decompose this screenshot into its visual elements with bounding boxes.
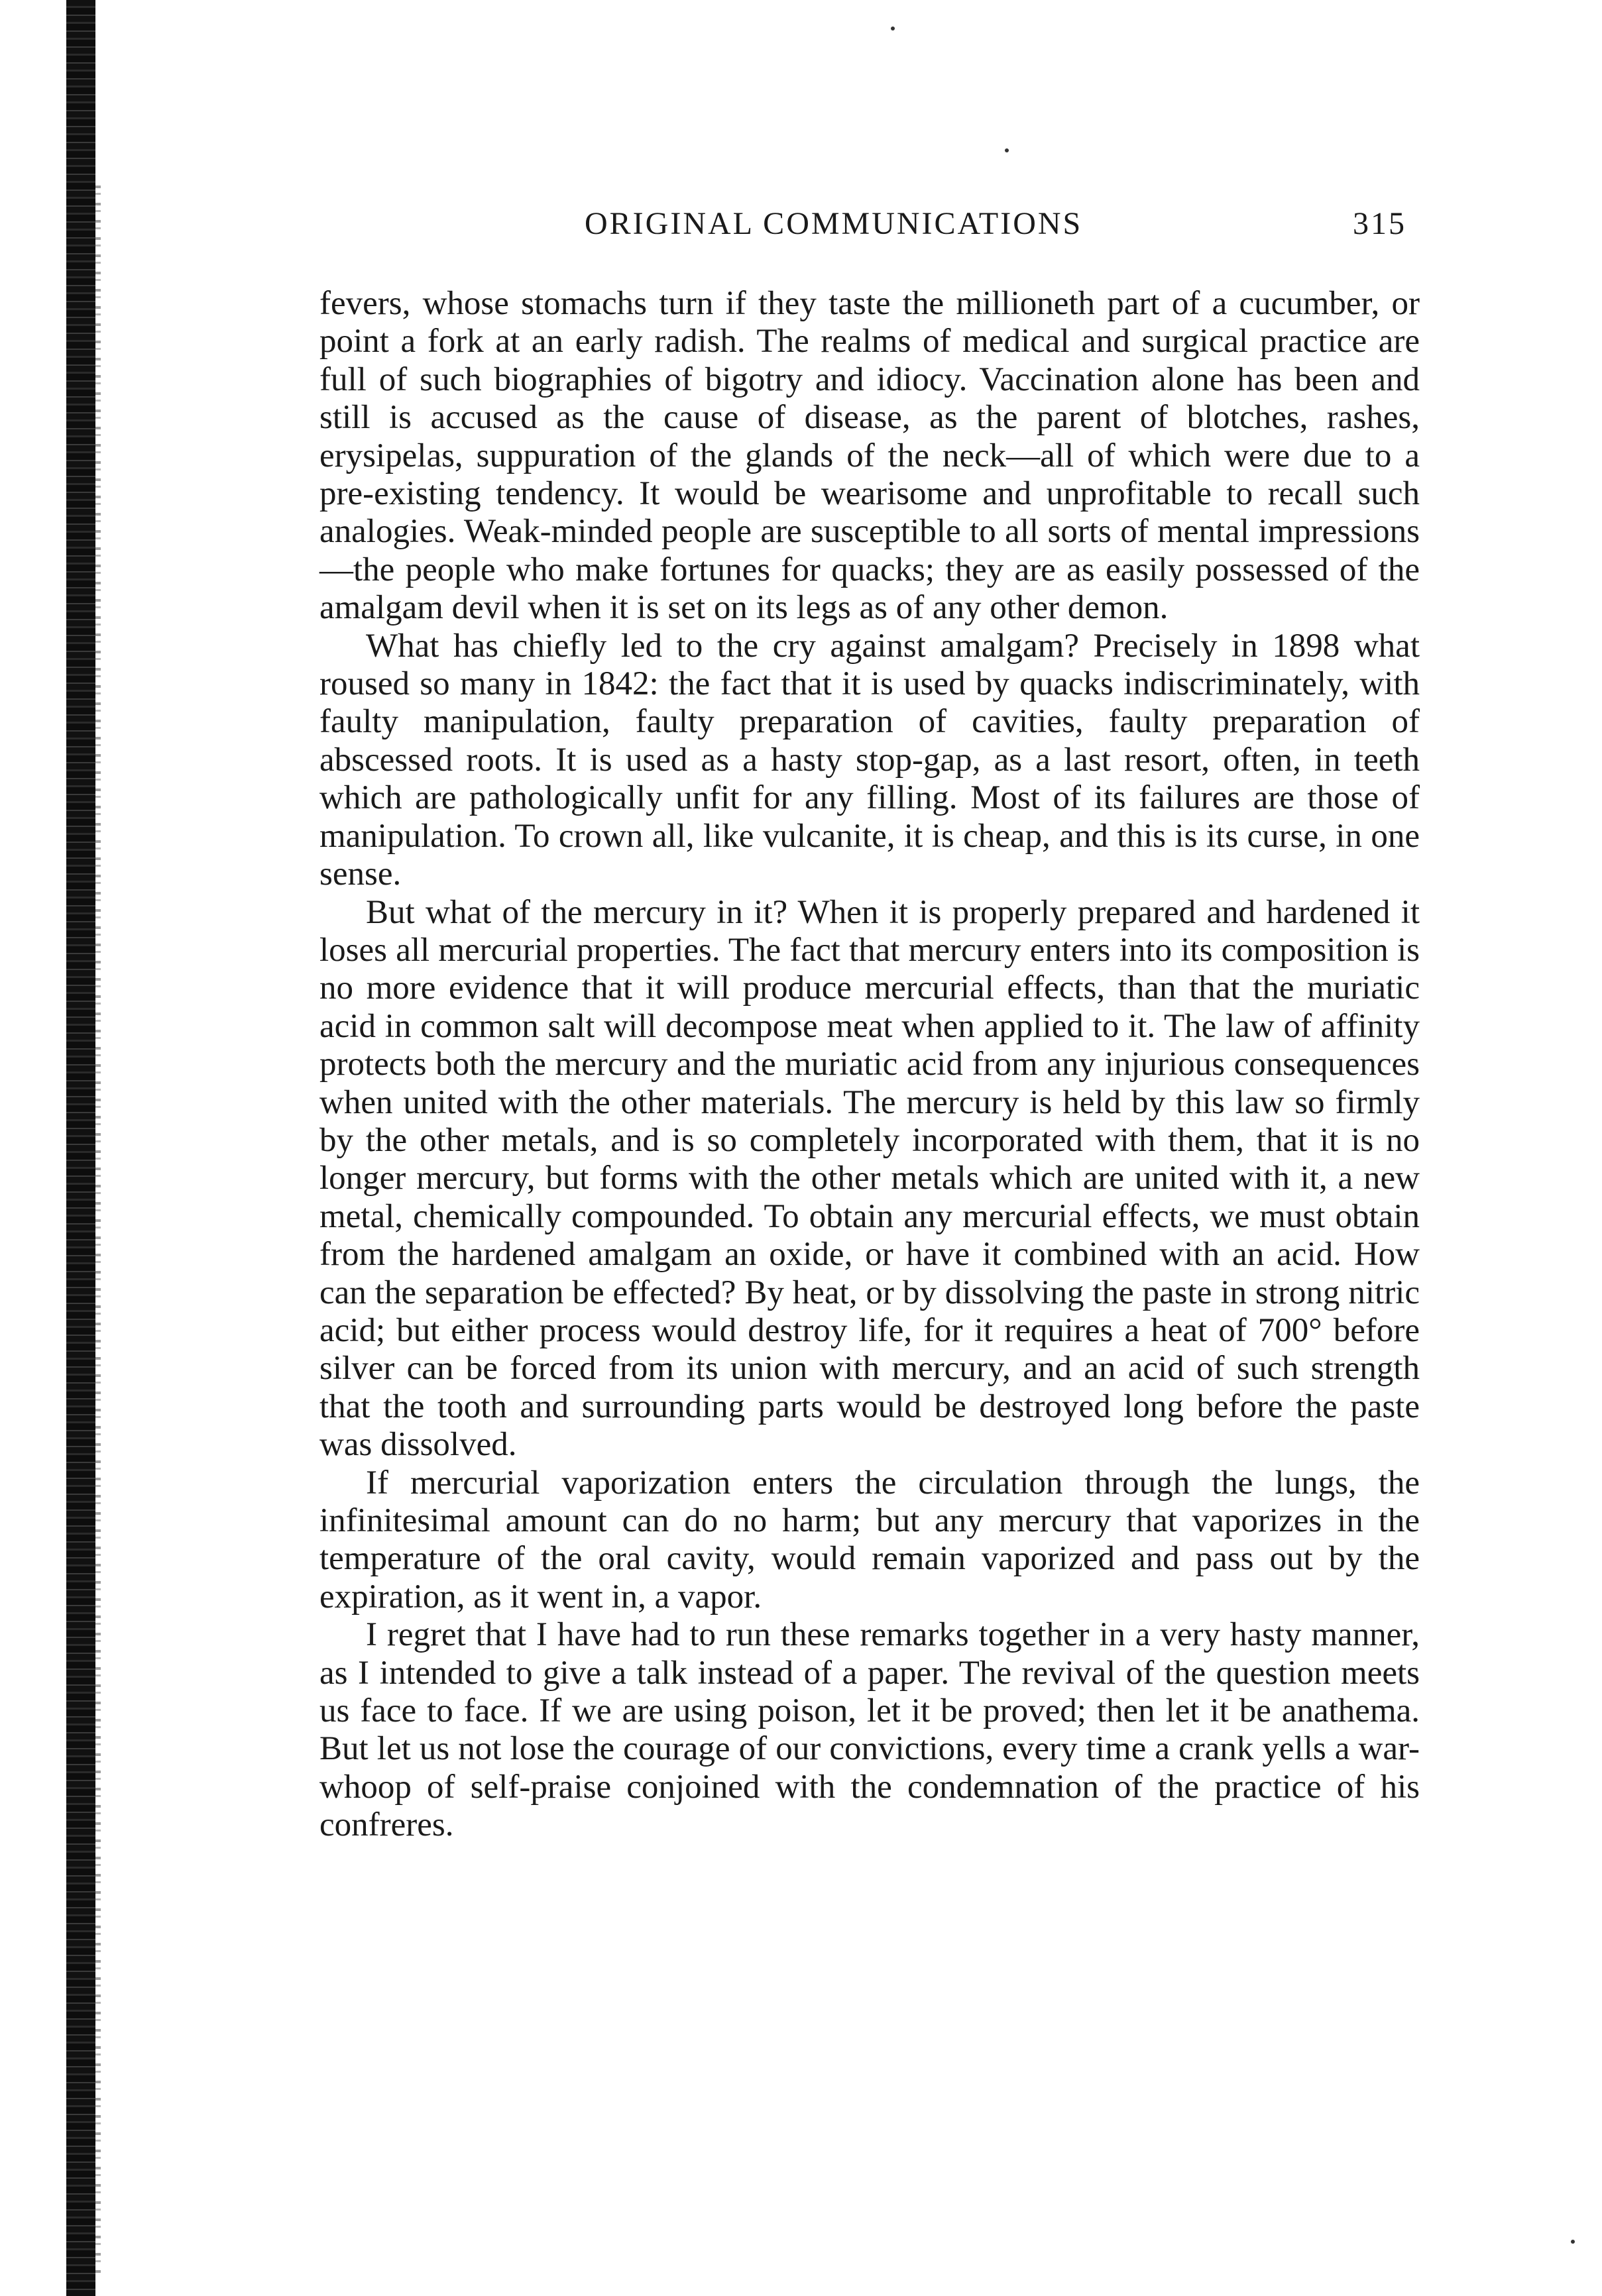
- binding-edge: [66, 0, 95, 2296]
- paragraph-3: But what of the mercury in it? When it is properly prepared and hardened it loses all mercurial properties. The fact that mercury enters into its composition is no more evidence that it will produce mercurial effects, than that the muriatic acid in common salt will decompose meat when applied to it. The law of affinity protects both the mercury and the muriatic acid from any injurious consequences when united with the other materials. The mercury is held by this law so firmly by the other metals, and is so completely incorporated with them, that it is no longer mercury, but forms with the other metals which are united with it, a new metal, chemically compounded. To obtain any mercurial effects, we must obtain from the hardened amalgam an oxide, or have it combined with an acid. How can the separation be effected? By heat, or by dissolving the paste in strong nitric acid; but either process would destroy life, for it requires a heat of 700° before silver can be forced from its union with mercury, and an acid of such strength that the tooth and surrounding parts would be destroyed long before the paste was dissolved.: [319, 893, 1420, 1464]
- paragraph-1: fevers, whose stomachs turn if they taste the millioneth part of a cucumber, or point a fork at an early radish. The realms of medical and surgical practice are full of such biographies of bigotry and idiocy. Vaccination alone has been and still is accused as the cause of disease, as the parent of blotches, rashes, erysipelas, suppuration of the glands of the neck—all of which were due to a pre-existing tendency. It would be wearisome and unprofitable to recall such analogies. Weak-minded people are susceptible to all sorts of mental impressions—the people who make fortunes for quacks; they are as easily possessed of the amalgam devil when it is set on its legs as of any other demon.: [319, 285, 1420, 627]
- running-head: [319, 199, 1446, 252]
- binding-edge-shadow: [95, 186, 101, 2273]
- running-head-title: ORIGINAL COMMUNICATIONS: [585, 206, 1083, 241]
- scan-speck: [891, 27, 895, 30]
- scan-speck: [1005, 148, 1009, 152]
- page-number: 315: [1353, 206, 1406, 241]
- scan-speck: [1571, 2240, 1575, 2244]
- paragraph-4: If mercurial vaporization enters the circulation through the lungs, the infinitesimal amount can do no harm; but any mercury that vaporizes in the temperature of the oral cavity, would remain vaporized and pass out by the expiration, as it went in, a vapor.: [319, 1464, 1420, 1615]
- paragraph-2: What has chiefly led to the cry against amalgam? Precisely in 1898 what roused so many in 1842: the fact that it is used by quacks indiscriminately, with faulty manipulation, faulty preparation of cavities, faulty preparation of abscessed roots. It is used as a hasty stop-gap, as a last resort, often, in teeth which are pathologically unfit for any filling. Most of its failures are those of manipulation. To crown all, like vulcanite, it is cheap, and this is its curse, in one sense.: [319, 627, 1420, 893]
- body-text: [319, 285, 1420, 1845]
- paragraph-5: I regret that I have had to run these remarks together in a very hasty manner, as I intended to give a talk instead of a paper. The revival of the question meets us face to face. If we are using poison, let it be proved; then let it be anathema. But let us not lose the courage of our convictions, every time a crank yells a war-whoop of self-praise conjoined with the condemnation of the practice of his confreres.: [319, 1616, 1420, 1844]
